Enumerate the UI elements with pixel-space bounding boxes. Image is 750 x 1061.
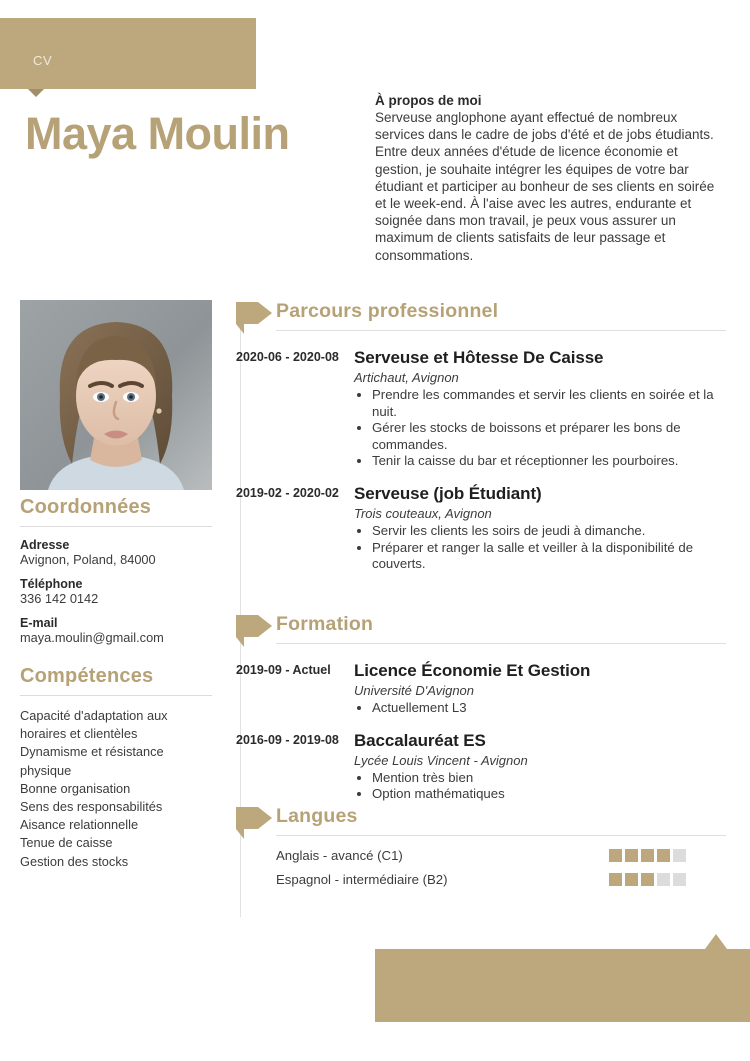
experience-title: Parcours professionnel: [276, 300, 499, 322]
contact-label-telephone: Téléphone: [20, 577, 83, 591]
entry-date: 2019-02 - 2020-02: [236, 485, 339, 500]
level-dot-empty: [657, 873, 670, 886]
list-item: • Gérer les stocks de boissons et préparer les bons de commandes.: [372, 420, 726, 453]
list-item: • Option mathématiques: [372, 786, 726, 803]
skills-section: [20, 665, 212, 871]
level-dot-filled: [641, 873, 654, 886]
experience-divider: [276, 330, 726, 331]
level-dot-filled: [657, 849, 670, 862]
list-item: • Préparer et ranger la salle et veiller à la disponibilité de couverts.: [372, 540, 726, 573]
cv-badge-label: CV: [33, 53, 53, 68]
entry-title: Serveuse (job Étudiant): [354, 483, 542, 503]
experience-entry: [236, 483, 726, 573]
flag-marker-icon: [236, 807, 272, 839]
list-item: • Prendre les commandes et servir les clients en soirée et la nuit.: [372, 387, 726, 420]
entry-organization: Artichaut, Avignon: [354, 370, 459, 385]
level-dot-empty: [673, 849, 686, 862]
contact-value-adresse: Avignon, Poland, 84000: [20, 552, 156, 567]
flag-marker-icon: [236, 615, 272, 647]
about-text: Serveuse anglophone ayant effectué de nombreux services dans le cadre de jobs d'été et de jobs étudiants. Entre deux années d'étude de licence économie et gestion, je souhaite intégrer les équipes de votre bar étudiant et participer au bonheur de ses clients en soirée et le week-end. À l'aise avec les autres, endurante et soignée dans mon travail, je peux vous assurer un maximum de clients satisfaits de leur passage et consommations.: [375, 110, 715, 263]
level-dot-filled: [609, 873, 622, 886]
experience-section: [236, 300, 726, 573]
education-entry: [236, 660, 726, 717]
language-level-meter: [609, 849, 686, 862]
entry-date: 2020-06 - 2020-08: [236, 350, 339, 364]
about-title: À propos de moi: [375, 93, 482, 108]
contact-divider: [20, 526, 212, 527]
page-title: Maya Moulin: [25, 108, 290, 159]
level-dot-filled: [609, 849, 622, 862]
entry-title: Serveuse et Hôtesse De Caisse: [354, 348, 604, 367]
list-item: Dynamisme et résistance physique: [20, 744, 164, 778]
avatar: [20, 300, 212, 490]
experience-entry: [236, 347, 726, 470]
entry-date: 2016-09 - 2019-08: [236, 732, 339, 747]
language-row: [236, 872, 686, 887]
education-divider: [276, 643, 726, 644]
language-row: [236, 848, 686, 863]
education-title: Formation: [276, 613, 374, 635]
entry-bullets: [354, 523, 726, 573]
entry-date: 2019-09 - Actuel: [236, 663, 331, 677]
level-dot-filled: [625, 873, 638, 886]
languages-divider: [276, 835, 726, 836]
list-item: • Actuellement L3: [372, 700, 726, 717]
language-name: Espagnol - intermédiaire (B2): [276, 872, 448, 887]
entry-organization: Université D'Avignon: [354, 683, 475, 698]
entry-bullets: [354, 700, 726, 717]
list-item: Capacité d'adaptation aux horaires et clientèles: [20, 708, 168, 742]
list-item: Aisance relationnelle: [20, 817, 139, 833]
skills-divider: [20, 695, 212, 696]
list-item: • Mention très bien: [372, 770, 726, 787]
languages-title: Langues: [276, 805, 358, 827]
skills-title: Compétences: [20, 665, 154, 687]
flag-marker-icon: [236, 302, 272, 334]
header-band-notch: [28, 89, 44, 97]
list-item: Tenue de caisse: [20, 835, 113, 851]
education-entry: [236, 730, 726, 803]
list-item: Bonne organisation: [20, 780, 131, 796]
entry-bullets: [354, 387, 726, 470]
level-dot-filled: [625, 849, 638, 862]
entry-title: Baccalauréat ES: [354, 730, 486, 750]
education-section: [236, 613, 726, 803]
list-item: • Servir les clients les soirs de jeudi à dimanche.: [372, 523, 726, 540]
entry-organization: Lycée Louis Vincent - Avignon: [354, 752, 528, 768]
entry-title: Licence Économie Et Gestion: [354, 661, 591, 680]
language-name: Anglais - avancé (C1): [276, 848, 403, 863]
footer-band-notch: [705, 934, 727, 949]
level-dot-empty: [673, 873, 686, 886]
contact-title: Coordonnées: [20, 496, 152, 518]
contact-label-email: E-mail: [20, 616, 58, 630]
contact-value-email[interactable]: maya.moulin@gmail.com: [20, 630, 164, 645]
list-item: Gestion des stocks: [20, 853, 129, 869]
languages-section: [236, 805, 726, 887]
entry-bullets: [354, 770, 726, 803]
list-item: • Tenir la caisse du bar et réceptionner les pourboires.: [372, 453, 726, 470]
contact-section: [20, 496, 212, 646]
entry-organization: Trois couteaux, Avignon: [354, 505, 492, 521]
about-section: [375, 93, 723, 264]
contact-label-adresse: Adresse: [20, 538, 70, 552]
contact-value-telephone: 336 142 0142: [20, 591, 99, 606]
level-dot-filled: [641, 849, 654, 862]
footer-band: [375, 949, 750, 1022]
language-level-meter: [609, 873, 686, 886]
list-item: Sens des responsabilités: [20, 799, 163, 815]
